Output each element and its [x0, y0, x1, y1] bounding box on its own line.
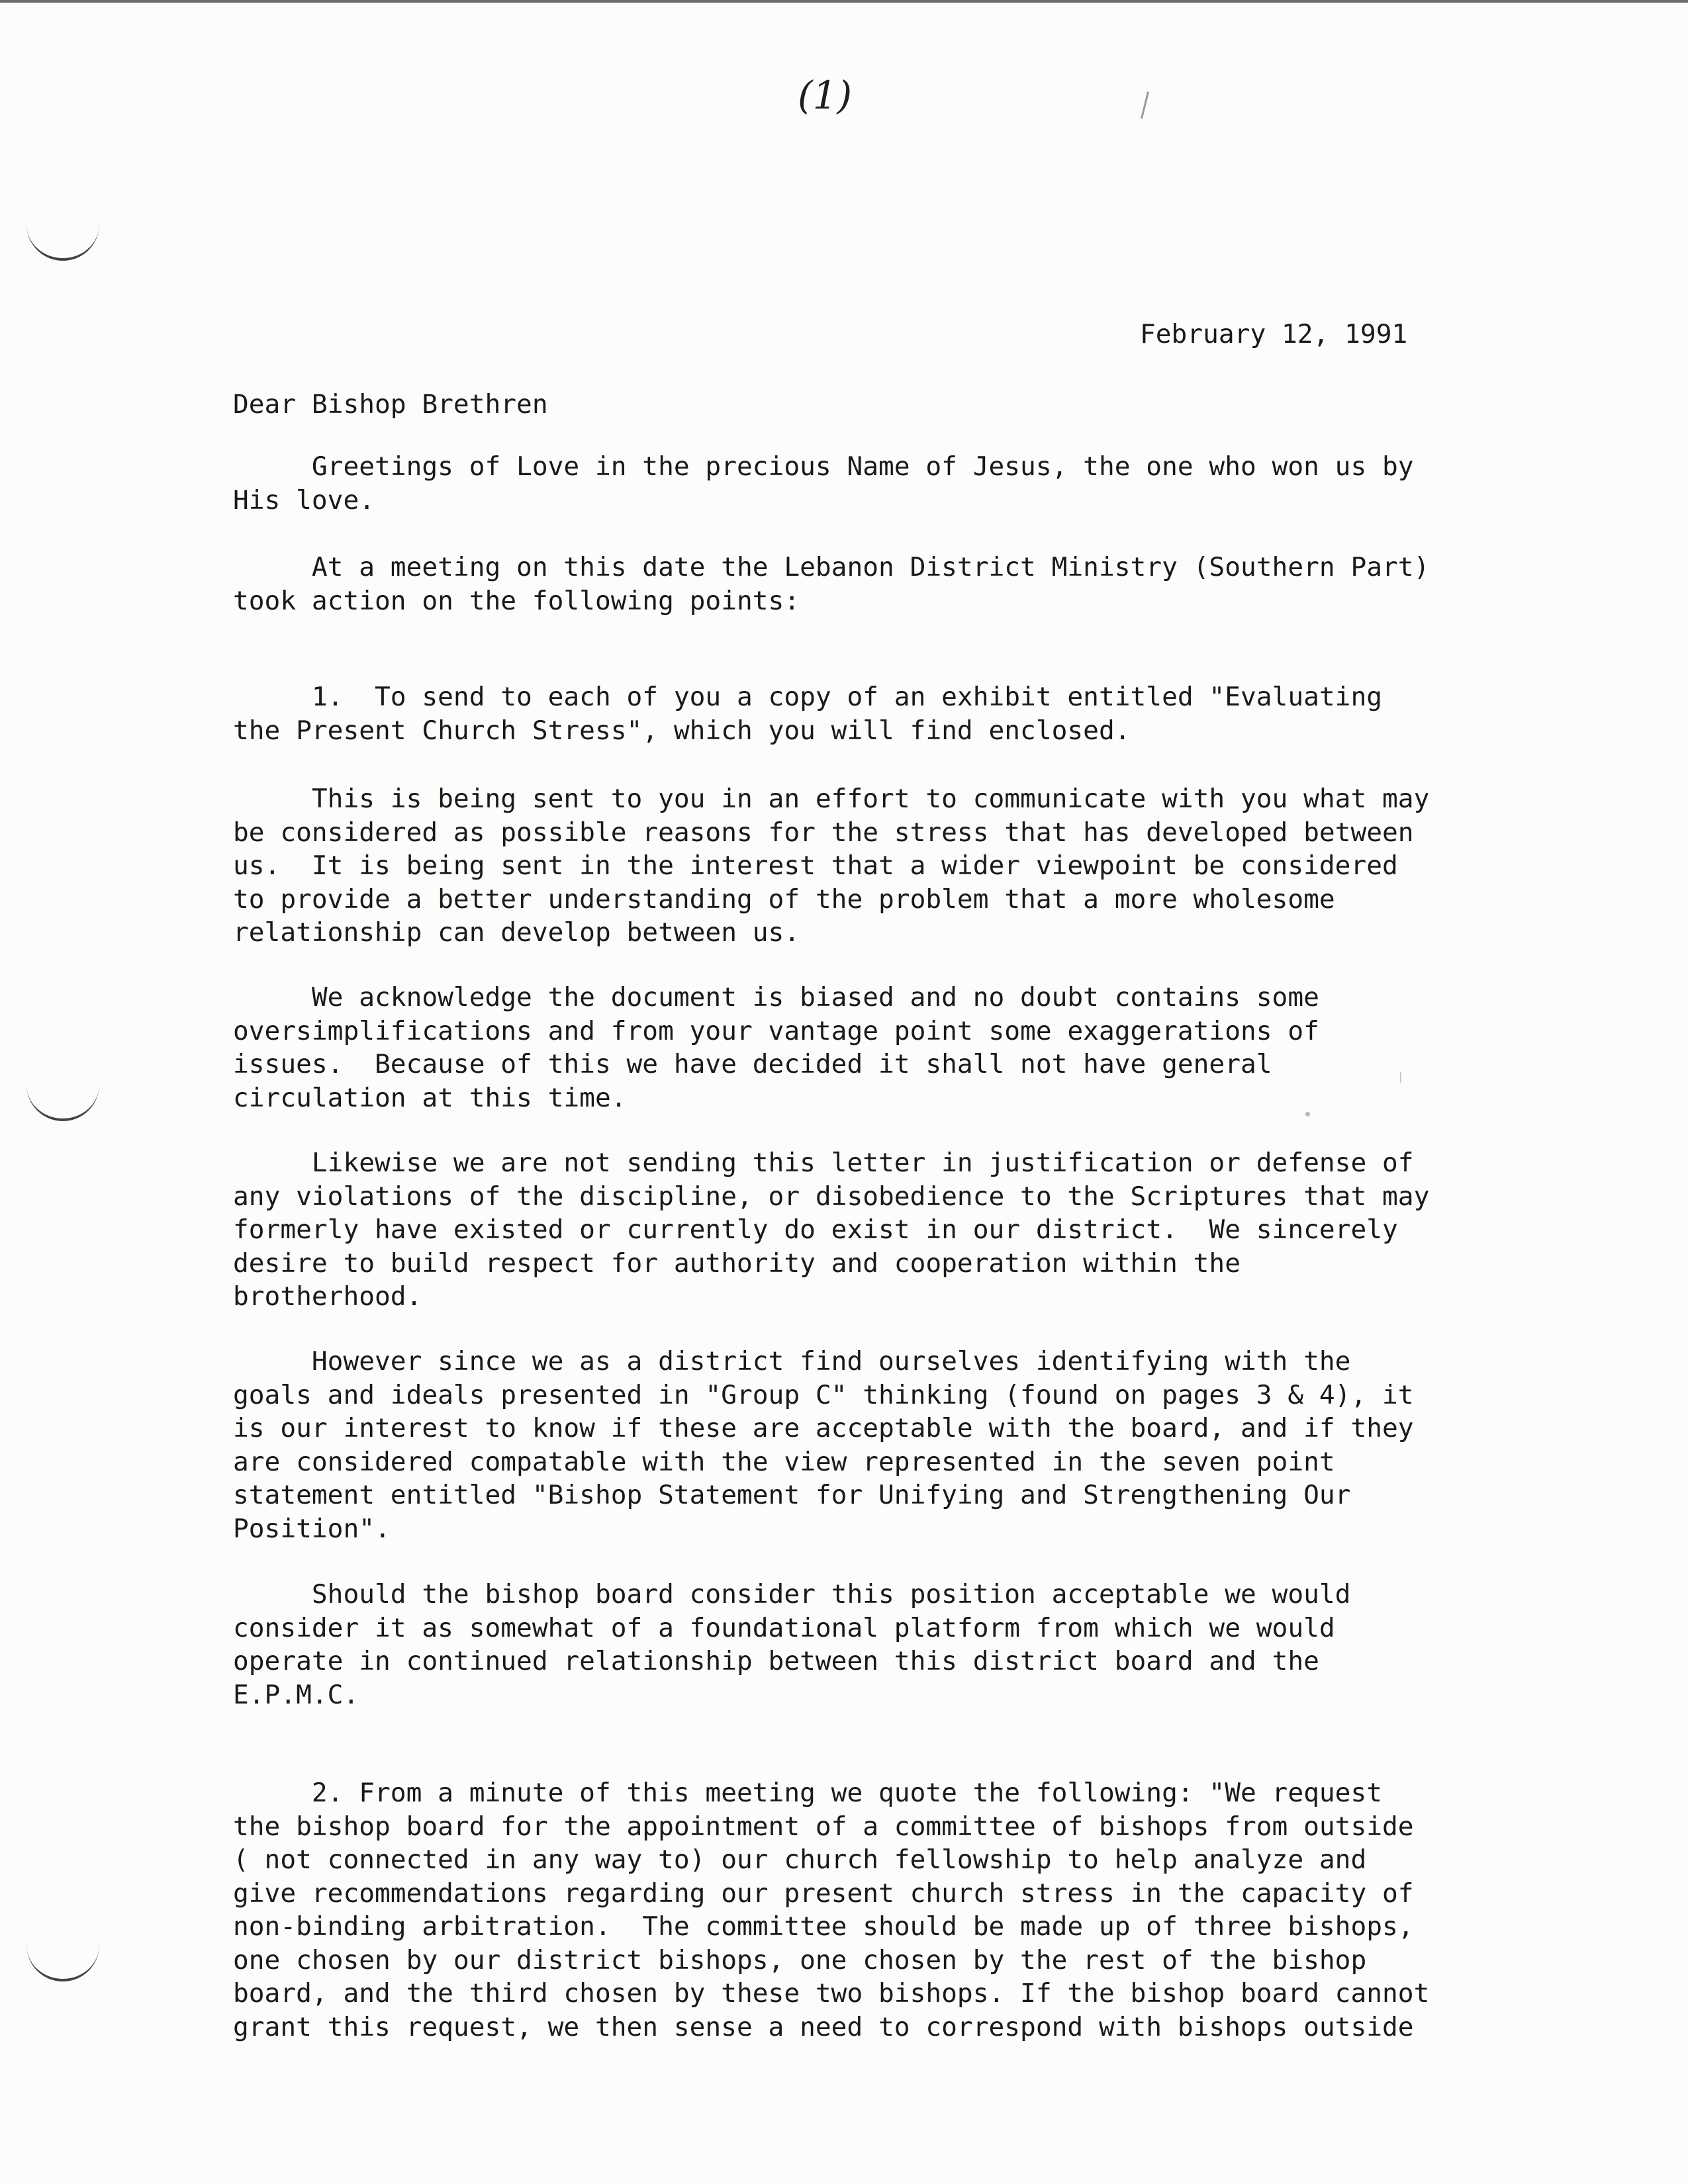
- punch-hole-bottom: [26, 1933, 99, 1981]
- stray-pen-mark: [1141, 91, 1149, 118]
- paragraph-purpose: This is being sent to you in an effort to communicate with you what may be considered as possible reasons for the stress that has developed between us. It is being sent in the interest that a wider viewpoint be considered to provide a better understanding of the problem that a more wholesome relationship can develop between us.: [233, 784, 1430, 948]
- paragraph-group-c: However since we as a district find ourselves identifying with the goals and ideals presented in "Group C" thinking (found on pages 3 & 4), it is our interest to know if these are acceptable with the board, and if they are considered compatable with the view represented in the seven point statement entitled "Bishop Statement for Unifying and Strengthening Our Position".: [233, 1346, 1414, 1544]
- punch-hole-middle: [26, 1072, 99, 1121]
- paragraph-acknowledge: We acknowledge the document is biased and no doubt contains some oversimplifications and from your vantage point some exaggerations of issues. Because of this we have decided it shall not have general circulation at this time.: [233, 982, 1319, 1113]
- page-top-edge: [0, 0, 1688, 3]
- paragraph-meeting-action: At a meeting on this date the Lebanon District Ministry (Southern Part) took action on the following points:: [233, 552, 1430, 616]
- paragraph-greeting: Greetings of Love in the precious Name of Jesus, the one who won us by His love.: [233, 451, 1414, 516]
- letter-date: February 12, 1991: [1140, 319, 1408, 349]
- paragraph-point-2: 2. From a minute of this meeting we quote the following: "We request the bishop board for the appointment of a committee of bishops from outside ( not connected in any way to) our church fellowship to help analyze and give recommendations regarding our present church stress in the capacity of non-binding arbitration. The committee should be made up of three bishops, one chosen by our district bishops, one chosen by the rest of the bishop board, and the third chosen by these two bishops. If the bishop board cannot grant this request, we then sense a need to correspond with bishops outside: [233, 1778, 1430, 2042]
- handwritten-page-number: (1): [798, 73, 853, 118]
- punch-hole-top: [26, 212, 99, 261]
- paragraph-point-1: 1. To send to each of you a copy of an exhibit entitled "Evaluating the Present Church Stress", which you will find enclosed.: [233, 682, 1383, 746]
- paragraph-bishop-board: Should the bishop board consider this position acceptable we would consider it as somewhat of a foundational platform from which we would operate in continued relationship between this district board and the E.P.M.C.: [233, 1579, 1351, 1710]
- paragraph-likewise: Likewise we are not sending this letter in justification or defense of any violations of the discipline, or disobedience to the Scriptures that may formerly have existed or currently do exist in our district. We sincerely desire to build respect for authority and cooperation within the brotherhood.: [233, 1148, 1430, 1312]
- salutation: Dear Bishop Brethren: [233, 389, 548, 420]
